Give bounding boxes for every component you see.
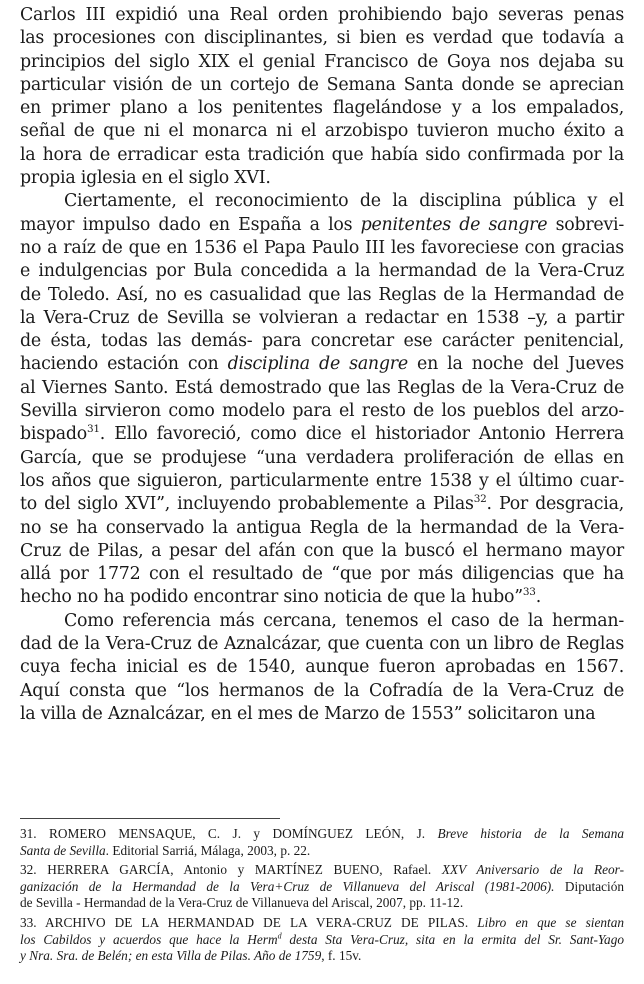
footnote-line: de Sevilla - Hermandad de la Vera-Cruz de Villanueva del Ariscal, 2007, pp. 11-12. bbox=[20, 895, 464, 911]
text-line: bispado$^{31}$. Ello favoreció, como dice el historiador Antonio Herrera bbox=[20, 423, 624, 445]
footnote bbox=[20, 915, 624, 965]
text-line: señal de que ni el monarca ni el arzobispo tuvieron mucho éxito a bbox=[20, 121, 624, 142]
text-line: no se ha conservado la antigua Regla de la hermandad de la Vera- bbox=[20, 517, 624, 538]
paragraph bbox=[20, 610, 624, 726]
text-line: cuya fecha inicial es de 1540, aunque fueron aprobadas en 1567. bbox=[20, 657, 624, 678]
footnote bbox=[20, 826, 624, 859]
text-line: allá por 1772 con el resultado de “que por más diligencias que ha bbox=[20, 564, 624, 585]
text-line: Ciertamente, el reconocimiento de la disciplina pública y el bbox=[64, 191, 624, 212]
footnote-line: 33. ARCHIVO DE LA HERMANDAD DE LA VERA-CRUZ DE PILAS. Libro en que se sientan bbox=[20, 914, 625, 930]
text-line: Cruz de Pilas, a pesar del afán con que la buscó el hermano mayor bbox=[20, 540, 624, 561]
text-line: de Toledo. Así, no es casualidad que las Reglas de la Hermandad de bbox=[20, 284, 624, 305]
text-line: Carlos III expidió una Real orden prohibiendo bajo severas penas bbox=[20, 5, 624, 25]
text-line: e indulgencias por Bula concedida a la hermandad de la Vera-Cruz bbox=[20, 261, 624, 282]
text-line: Sevilla sirvieron como modelo para el resto de los pueblos del arzo- bbox=[20, 401, 624, 422]
text-line: la villa de Aznalcázar, en el mes de Marzo de 1553” solicitaron una bbox=[20, 703, 596, 724]
text-line: la Vera-Cruz de Sevilla se volvieran a redactar en 1538 –y, a partir bbox=[20, 307, 624, 328]
text-line: los años que siguieron, particularmente entre 1538 y el último cuar- bbox=[20, 470, 624, 491]
body-text bbox=[20, 4, 624, 726]
text-line: mayor impulso dado en España a los penitentes de sangre sobrevi- bbox=[20, 214, 624, 235]
text-line: Aquí consta que “los hermanos de la Cofradía de la Vera-Cruz de bbox=[20, 680, 624, 701]
text-line: al Viernes Santo. Está demostrado que las Reglas de la Vera-Cruz de bbox=[20, 377, 624, 398]
text-line: en primer plano a los penitentes flagelándose y a los empalados, bbox=[20, 98, 624, 119]
text-line: hecho no ha podido encontrar sino noticia de que la hubo”$^{33}$. bbox=[20, 586, 541, 608]
footnote-line: ganización de la Hermandad de la Vera+Cruz de Villanueva del Ariscal (1981-2006). Diputación bbox=[20, 878, 624, 894]
paragraph bbox=[20, 4, 624, 190]
text-line: Como referencia más cercana, tenemos el caso de la herman- bbox=[64, 610, 624, 631]
footnote-line: y Nra. Sra. de Belén; en esta Villa de Pilas. Año de 1759, f. 15v. bbox=[20, 948, 362, 964]
footnote-divider bbox=[20, 818, 280, 819]
text-line: García, que se produjese “una verdadera proliferación de ellas en bbox=[20, 447, 624, 468]
text-line: de ésta, todas las demás- para concretar ese carácter penitencial, bbox=[20, 331, 624, 352]
text-line: to del siglo XVI”, incluyendo probablemente a Pilas$^{32}$. Por desgracia, bbox=[20, 493, 624, 515]
text-line: particular visión de un cortejo de Semana Santa donde se aprecian bbox=[20, 74, 624, 95]
footnotes-section bbox=[20, 818, 624, 968]
text-line: haciendo estación con disciplina de sangre en la noche del Jueves bbox=[20, 354, 624, 375]
paragraph bbox=[20, 190, 624, 609]
text-line: dad de la Vera-Cruz de Aznalcázar, que cuenta con un libro de Reglas bbox=[20, 634, 624, 655]
text-line: no a raíz de que en 1536 el Papa Paulo III les favoreciese con gracias bbox=[20, 237, 624, 258]
text-line: propia iglesia en el siglo XVI. bbox=[20, 168, 271, 189]
text-line: principios del siglo XIX el genial Francisco de Goya nos dejaba su bbox=[20, 51, 624, 72]
footnote-line: Santa de Sevilla. Editorial Sarriá, Málaga, 2003, p. 22. bbox=[20, 842, 311, 858]
text-line: la hora de erradicar esta tradición que había sido confirmada por la bbox=[20, 144, 624, 165]
footnote-line: los Cabildos y acuerdos que hace la Herm$^d$ desta Sta Vera-Cruz, sita en la ermita del Sr. Sant-Yago bbox=[20, 931, 624, 947]
footnote-line: 32. HERRERA GARCÍA, Antonio y MARTÍNEZ BUENO, Rafael. XXV Aniversario de la Reor- bbox=[20, 862, 624, 878]
footnote bbox=[20, 862, 624, 912]
text-line: las procesiones con disciplinantes, si bien es verdad que todavía a bbox=[20, 28, 624, 49]
footnote-line: 31. ROMERO MENSAQUE, C. J. y DOMÍNGUEZ LEÓN, J. Breve historia de la Semana bbox=[20, 826, 624, 841]
